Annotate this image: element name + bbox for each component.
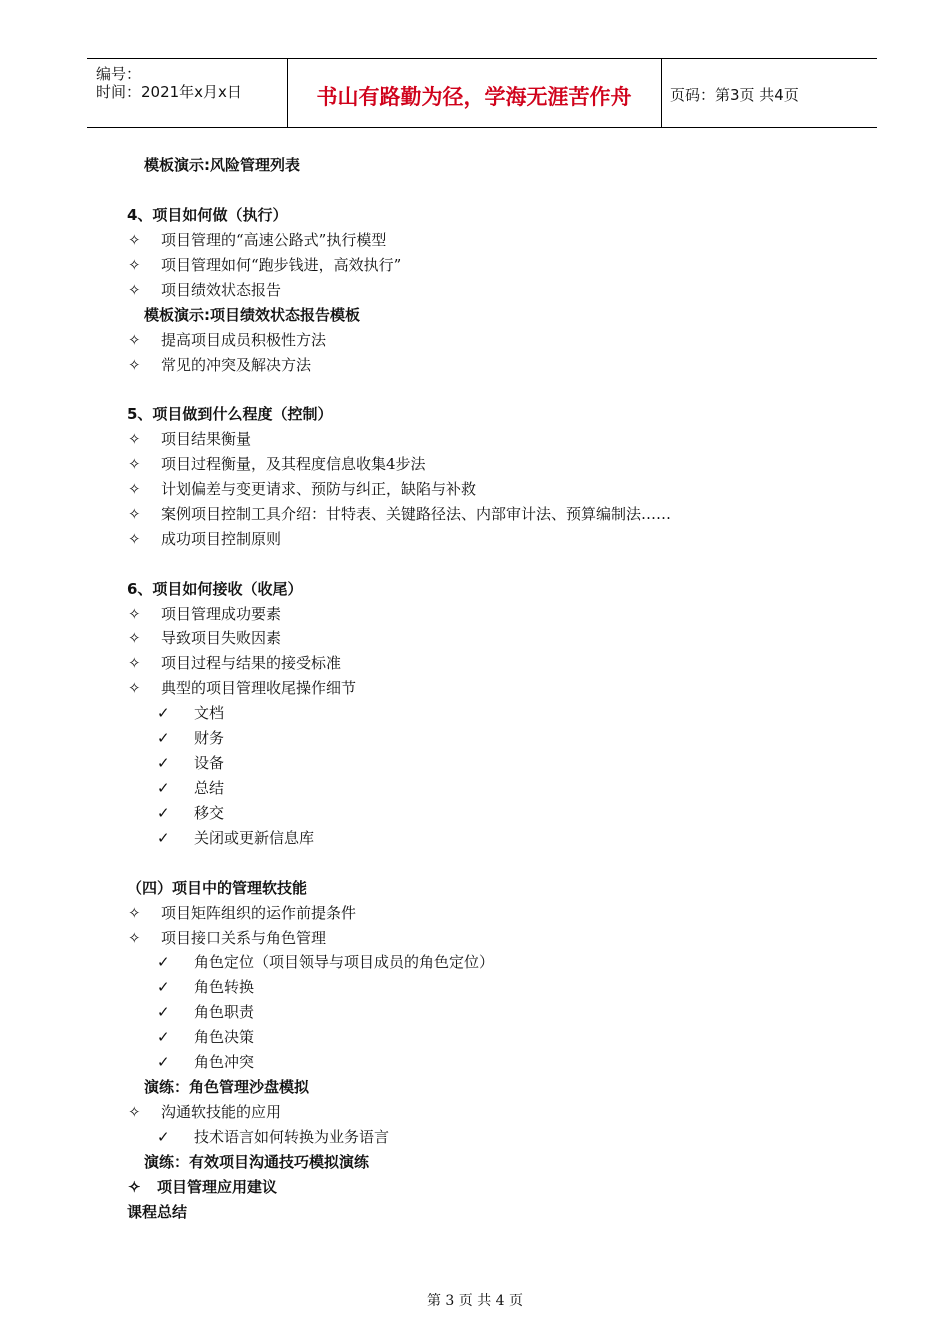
check-icon: ✓ (157, 1028, 170, 1046)
header-middle-cell (287, 59, 662, 127)
section-heading: 6、项目如何接收（收尾） (127, 580, 303, 598)
diamond-star-icon: ✧ (128, 654, 141, 672)
number-label: 编号： (96, 65, 142, 83)
motto: 书山有路勤为径，学海无涯苦作舟 (316, 85, 632, 109)
diamond-star-icon: ✧ (128, 256, 141, 274)
section-note: 演练：角色管理沙盘模拟 (144, 1078, 310, 1096)
page-info: 页码：第3页 共4页 (670, 86, 799, 104)
list-item: 关闭或更新信息库 (194, 829, 315, 847)
diamond-star-icon: ✧ (128, 505, 141, 523)
list-item: 计划偏差与变更请求、预防与纠正，缺陷与补救 (161, 480, 477, 498)
list-item: 项目矩阵组织的运作前提条件 (161, 904, 357, 922)
section-heading: 4、项目如何做（执行） (127, 206, 288, 224)
list-item: 提高项目成员积极性方法 (161, 331, 327, 349)
list-item: 项目绩效状态报告 (161, 281, 282, 299)
list-item: 角色转换 (194, 978, 255, 996)
check-icon: ✓ (157, 829, 170, 847)
diamond-star-icon: ✧ (128, 1178, 141, 1196)
list-item: 项目过程与结果的接受标准 (161, 654, 342, 672)
list-item: 典型的项目管理收尾操作细节 (161, 679, 357, 697)
check-icon: ✓ (157, 953, 170, 971)
section-heading: （四）项目中的管理软技能 (127, 879, 308, 897)
diamond-star-icon: ✧ (128, 455, 141, 473)
list-item: 成功项目控制原则 (161, 530, 282, 548)
list-item: 角色决策 (194, 1028, 255, 1046)
header-right-cell (661, 59, 877, 127)
list-item: 文档 (194, 704, 225, 722)
check-icon: ✓ (157, 1053, 170, 1071)
list-item: 角色定位（项目领导与项目成员的角色定位） (194, 953, 495, 971)
list-item: 项目接口关系与角色管理 (161, 929, 327, 947)
list-item: 角色冲突 (194, 1053, 255, 1071)
diamond-star-icon: ✧ (128, 530, 141, 548)
diamond-star-icon: ✧ (128, 480, 141, 498)
page-header (87, 58, 877, 128)
check-icon: ✓ (157, 804, 170, 822)
list-item: 案例项目控制工具介绍：甘特表、关键路径法、内部审计法、预算编制法…… (161, 505, 672, 523)
diamond-star-icon: ✧ (128, 1103, 141, 1121)
header-left-cell (87, 59, 288, 127)
diamond-star-icon: ✧ (128, 281, 141, 299)
list-item: 项目管理的“高速公路式”执行模型 (161, 231, 387, 249)
list-item: 项目过程衡量，及其程度信息收集4步法 (161, 455, 426, 473)
list-item: 导致项目失败因素 (161, 629, 282, 647)
list-item: 角色职责 (194, 1003, 255, 1021)
list-item: 技术语言如何转换为业务语言 (194, 1128, 390, 1146)
diamond-star-icon: ✧ (128, 356, 141, 374)
list-item: 项目管理应用建议 (157, 1178, 278, 1196)
diamond-star-icon: ✧ (128, 605, 141, 623)
diamond-star-icon: ✧ (128, 231, 141, 249)
diamond-star-icon: ✧ (128, 629, 141, 647)
check-icon: ✓ (157, 754, 170, 772)
list-item: 项目管理成功要素 (161, 605, 282, 623)
list-item: 项目管理如何“跑步钱进，高效执行” (161, 256, 402, 274)
section-note: 模板演示:风险管理列表 (144, 156, 300, 174)
section-note: 模板演示:项目绩效状态报告模板 (144, 306, 361, 324)
list-item: 总结 (194, 779, 225, 797)
section-heading: 5、项目做到什么程度（控制） (127, 405, 333, 423)
page-footer: 第 3 页 共 4 页 (426, 1293, 524, 1309)
date-label: 时间：2021年x月x日 (96, 83, 242, 101)
diamond-star-icon: ✧ (128, 331, 141, 349)
check-icon: ✓ (157, 978, 170, 996)
list-item: 移交 (194, 804, 225, 822)
check-icon: ✓ (157, 1003, 170, 1021)
list-item: 沟通软技能的应用 (161, 1103, 282, 1121)
diamond-star-icon: ✧ (128, 904, 141, 922)
diamond-star-icon: ✧ (128, 929, 141, 947)
diamond-star-icon: ✧ (128, 430, 141, 448)
list-item: 财务 (194, 729, 225, 747)
section-heading: 课程总结 (127, 1203, 188, 1221)
check-icon: ✓ (157, 779, 170, 797)
section-note: 演练：有效项目沟通技巧模拟演练 (144, 1153, 370, 1171)
list-item: 常见的冲突及解决方法 (161, 356, 312, 374)
check-icon: ✓ (157, 1128, 170, 1146)
list-item: 设备 (194, 754, 225, 772)
diamond-star-icon: ✧ (128, 679, 141, 697)
check-icon: ✓ (157, 729, 170, 747)
list-item: 项目结果衡量 (161, 430, 252, 448)
check-icon: ✓ (157, 704, 170, 722)
